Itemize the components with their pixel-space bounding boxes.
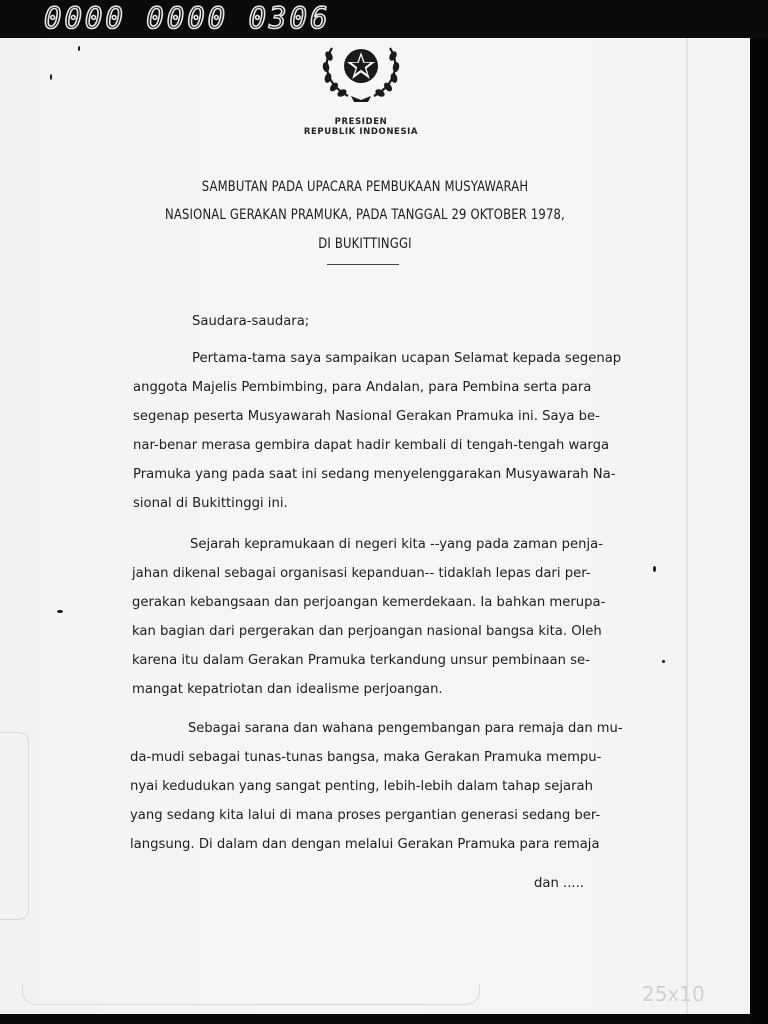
document-title-line-3: DI BUKITTINGGI <box>318 236 412 252</box>
paragraph-2-line-6: mangat kepatriotan dan idealisme perjoangan. <box>132 682 443 697</box>
paragraph-1-line-6: sional di Bukittinggi ini. <box>133 496 288 511</box>
paragraph-3-line-2: da-mudi sebagai tunas-tunas bangsa, maka Gerakan Pramuka mempu- <box>130 750 602 765</box>
scan-speck <box>78 46 80 51</box>
paragraph-3-line-4: yang sedang kita lalui di mana proses pergantian generasi sedang ber- <box>130 808 601 823</box>
scan-speck <box>653 566 656 572</box>
film-frame-number: 0000 0000 0306 <box>44 1 331 35</box>
paragraph-1-line-1: Pertama-tama saya sampaikan ucapan Selamat kepada segenap <box>192 351 622 366</box>
letterhead-line-2: REPUBLIK INDONESIA <box>303 127 419 137</box>
garuda-star-wreath-icon <box>318 38 404 104</box>
paragraph-2-line-4: kan bagian dari pergerakan dan perjoangan nasional bangsa kita. Oleh <box>132 624 602 639</box>
paragraph-2-line-2: jahan dikenal sebagai organisasi kepanduan-- tidaklah lepas dari per- <box>132 566 591 581</box>
title-underline <box>327 264 399 265</box>
page-curl-left <box>0 732 29 920</box>
scan-speck <box>662 660 665 663</box>
paragraph-3-line-1: Sebagai sarana dan wahana pengembangan para remaja dan mu- <box>188 721 623 736</box>
salutation: Saudara-saudara; <box>192 314 310 329</box>
paragraph-3-line-3: nyai kedudukan yang sangat penting, lebih-lebih dalam tahap sejarah <box>130 779 593 794</box>
scan-ruler-mark: 25x10 <box>642 982 705 1006</box>
document-page <box>0 38 750 1014</box>
continuation-text: dan ..... <box>534 876 584 891</box>
document-title-line-1: SAMBUTAN PADA UPACARA PEMBUKAAN MUSYAWARAH <box>201 179 529 195</box>
paragraph-1-line-2: anggota Majelis Pembimbing, para Andalan, para Pembina serta para <box>133 380 592 395</box>
paragraph-3-line-5: langsung. Di dalam dan dengan melalui Gerakan Pramuka para remaja <box>130 837 600 852</box>
paragraph-2-line-3: gerakan kebangsaan dan perjoangan kemerdekaan. Ia bahkan merupa- <box>132 595 606 610</box>
paragraph-2-line-1: Sejarah kepramukaan di negeri kita --yang pada zaman penja- <box>190 537 603 552</box>
document-title-line-2: NASIONAL GERAKAN PRAMUKA, PADA TANGGAL 29 OKTOBER 1978, <box>165 207 565 223</box>
film-border <box>750 38 768 1024</box>
letterhead-line-1: PRESIDEN <box>334 117 388 127</box>
page-curl-bottom <box>22 984 480 1005</box>
paragraph-1-line-5: Pramuka yang pada saat ini sedang menyelenggarakan Musyawarah Na- <box>133 467 616 482</box>
scan-speck <box>57 610 63 613</box>
paragraph-1-line-3: segenap peserta Musyawarah Nasional Gerakan Pramuka ini. Saya be- <box>133 409 600 424</box>
scan-speck <box>50 74 52 80</box>
paragraph-2-line-5: karena itu dalam Gerakan Pramuka terkandung unsur pembinaan se- <box>132 653 590 668</box>
paragraph-1-line-4: nar-benar merasa gembira dapat hadir kembali di tengah-tengah warga <box>133 438 610 453</box>
